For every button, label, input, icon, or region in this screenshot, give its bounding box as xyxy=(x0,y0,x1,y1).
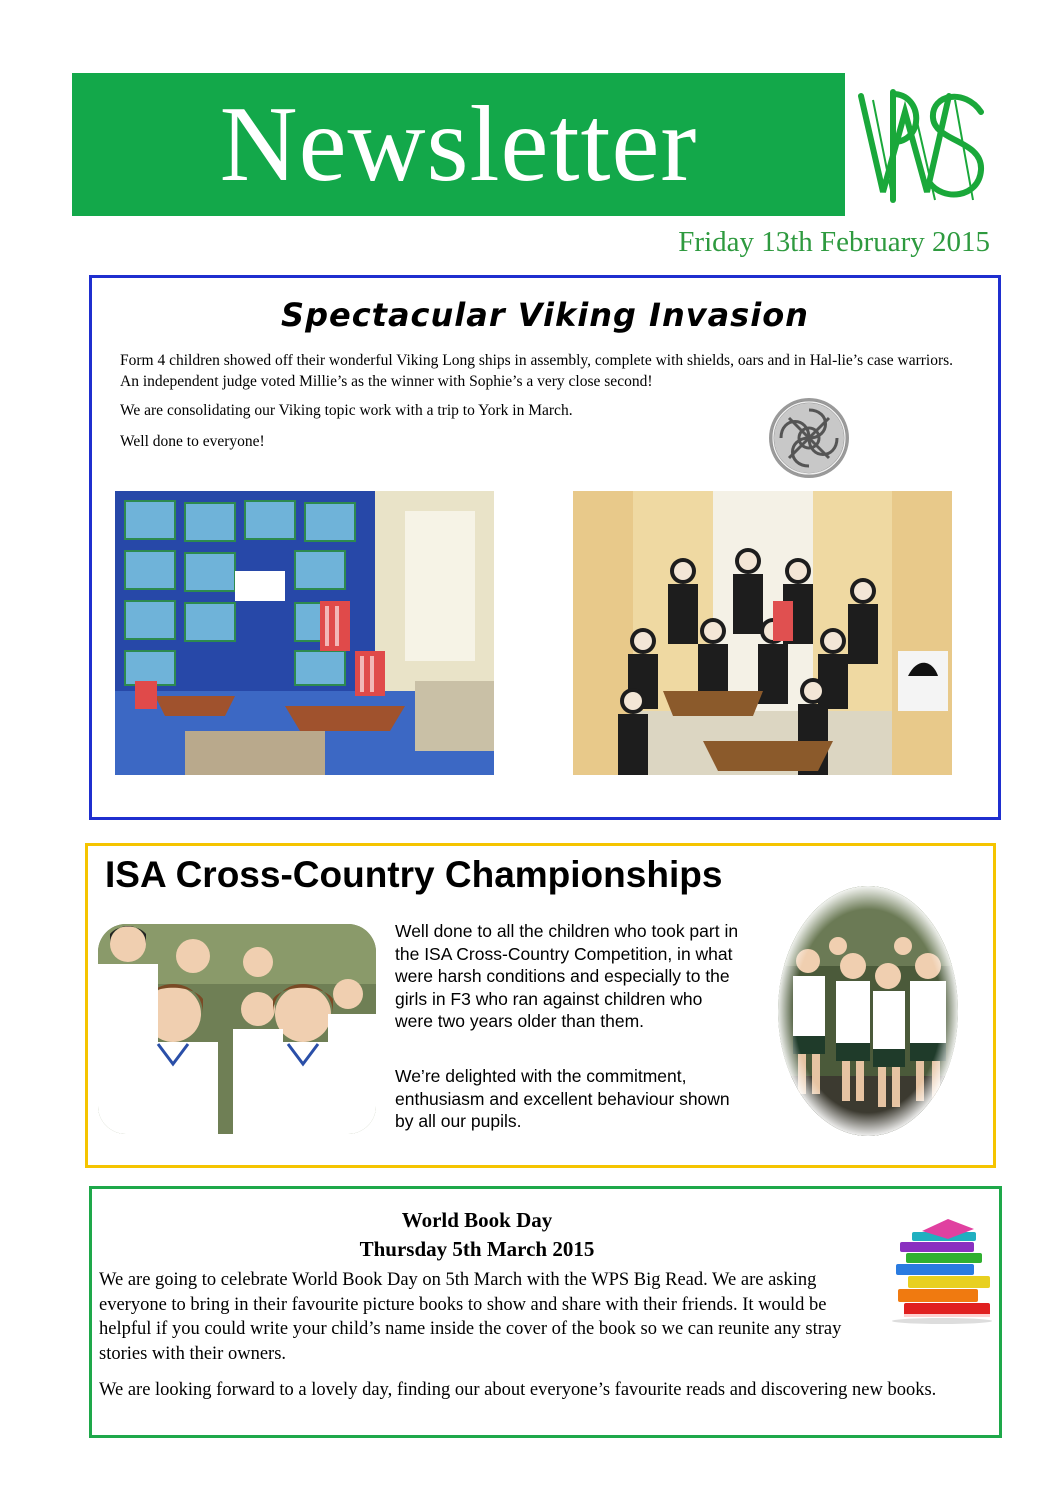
girls-group-photo xyxy=(98,924,376,1134)
world-book-day-title: World Book Day xyxy=(401,1208,553,1232)
classroom-display-photo xyxy=(115,491,494,775)
cross-country-section xyxy=(85,843,996,1168)
viking-paragraph: Form 4 children showed off their wonderful Viking Long ships in assembly, complete with shields, oars and in Hal-lie’s case warriors. An independent judge voted Millie’s as the winner with Sophie’s a very close second! xyxy=(120,352,954,390)
newsletter-banner xyxy=(72,73,845,216)
world-book-day-paragraph: We are going to celebrate World Book Day on 5th March with the WPS Big Read. We are asking everyone to bring in their favourite picture books to show and share with their friends. It would be helpful if you could write your child’s name inside the cover of the book so we can reunite any stray stories with their owners. xyxy=(99,1270,842,1364)
cross-country-paragraph: Well done to all the children who took part in the ISA Cross-Country Competition, in what were harsh conditions and especially to the girls in F3 who ran against children who were two years older than them. xyxy=(395,921,739,1031)
viking-heading: Spectacular Viking Invasion xyxy=(281,296,809,334)
viking-section xyxy=(89,275,1001,820)
cross-country-paragraph: We’re delighted with the commitment, enthusiasm and excellent behaviour shown by all our pupils. xyxy=(395,1066,730,1131)
world-book-day-paragraph: We are looking forward to a lovely day, finding our about everyone’s favourite reads and discovering new books. xyxy=(99,1380,937,1400)
newsletter-title: Newsletter xyxy=(219,85,698,204)
world-book-day-section xyxy=(89,1186,1002,1438)
wps-monogram-logo xyxy=(853,82,993,210)
world-book-day-heading xyxy=(92,1206,862,1264)
viking-paragraph: Well done to everyone! xyxy=(120,433,265,450)
cross-country-heading: ISA Cross-Country Championships xyxy=(105,854,723,895)
book-stack-icon xyxy=(882,1213,992,1325)
world-book-day-date: Thursday 5th March 2015 xyxy=(359,1237,595,1261)
celtic-brooch-icon xyxy=(767,396,851,480)
viking-paragraph: We are consolidating our Viking topic work with a trip to York in March. xyxy=(120,402,573,419)
issue-date: Friday 13th February 2015 xyxy=(678,226,990,258)
runners-oval-photo xyxy=(778,886,958,1136)
viking-longships-group-photo xyxy=(573,491,952,775)
